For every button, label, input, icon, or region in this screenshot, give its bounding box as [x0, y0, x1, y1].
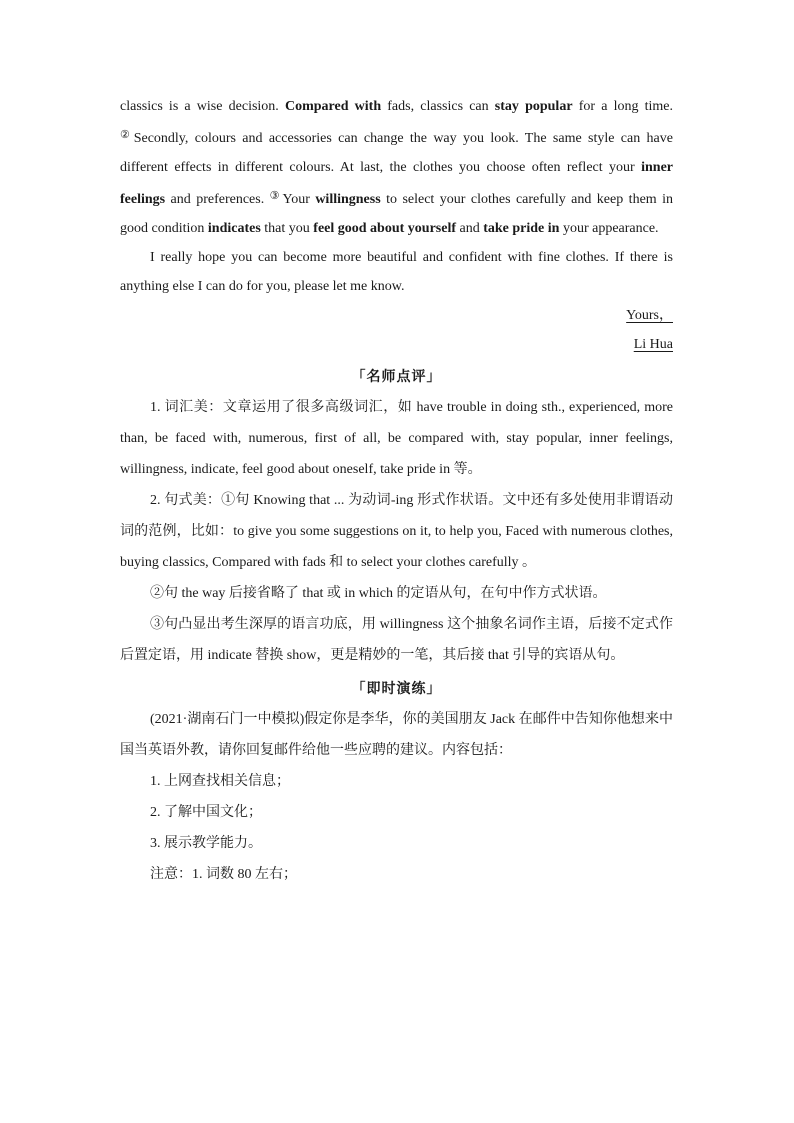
- text-run: that you: [260, 221, 314, 236]
- sentence-number-marker: ③: [269, 190, 282, 202]
- practice-intro: (2021·湖南石门一中模拟)假定你是李华，你的美国朋友 Jack 在邮件中告知你他想来中国当英语外教，请你回复邮件给他一些应聘的建议。内容包括：: [120, 712, 673, 758]
- review-heading: 「名师点评」: [351, 370, 442, 385]
- text-run: Secondly, colours and accessories can change the way you look. The same style can have different effects in different colours. At last, the clothes you choose often reflect your: [120, 131, 673, 175]
- text-run: to select your clothes carefully and keep them in good condition: [120, 192, 674, 236]
- letter-signature: [120, 330, 673, 359]
- text-run: for a long time.: [572, 99, 674, 114]
- bold-phrase: stay popular: [494, 99, 573, 114]
- text-run: classics is a wise decision.: [120, 99, 285, 114]
- text-run: your appearance.: [559, 221, 659, 236]
- review-item-3: ②句 the way 后接省略了 that 或 in which 的定语从句，在句中作方式状语。: [150, 586, 607, 601]
- essay-paragraph-2: I really hope you can become more beautiful and confident with fine clothes. If there is anything else I can do for you, please let me know.: [120, 250, 673, 294]
- bold-phrase: indicates: [207, 221, 261, 236]
- closing-text: Yours，: [626, 308, 673, 323]
- bold-phrase: feel good about yourself: [313, 221, 456, 236]
- signature-text: Li Hua: [633, 337, 673, 352]
- text-run: Your: [282, 192, 316, 207]
- practice-note: 注意：1. 词数 80 左右；: [150, 867, 297, 882]
- sentence-number-marker: ②: [120, 129, 133, 141]
- text-run: fads, classics can: [381, 99, 495, 114]
- practice-point-2: 2. 了解中国文化；: [150, 805, 262, 820]
- practice-point-3: 3. 展示教学能力。: [150, 836, 262, 851]
- text-run: and preferences.: [165, 192, 270, 207]
- bold-phrase: willingness: [315, 192, 381, 207]
- review-item-2: 2. 句式美：①句 Knowing that ... 为动词-ing 形式作状语。文中还有多处使用非谓语动词的范例，比如：to give you some suggestions on it, to help you, Faced with numerous clothes, buying classics, Compared with fads 和 to select your clothes carefully 。: [120, 493, 673, 570]
- text-run: and: [456, 221, 484, 236]
- bold-phrase: take pride in: [483, 221, 560, 236]
- review-item-4: ③句凸显出考生深厚的语言功底，用 willingness 这个抽象名词作主语，后接不定式作后置定语，用 indicate 替换 show，更是精妙的一笔，其后接 that 引导的宾语从句。: [120, 617, 673, 663]
- essay-paragraph-1: [120, 92, 673, 243]
- review-item-1: 1. 词汇美：文章运用了很多高级词汇，如 have trouble in doing sth., experienced, more than, be faced with, numerous, first of all, be compared with, stay popular, inner feelings, willingness, indicate, feel good about oneself, take pride in 等。: [120, 400, 673, 477]
- bold-phrase: inner feelings: [120, 160, 673, 207]
- practice-heading: 「即时演练」: [351, 682, 442, 697]
- document-page: [120, 92, 673, 890]
- letter-closing: [120, 301, 673, 330]
- practice-point-1: 1. 上网查找相关信息；: [150, 774, 290, 789]
- bold-phrase: Compared with: [284, 99, 382, 114]
